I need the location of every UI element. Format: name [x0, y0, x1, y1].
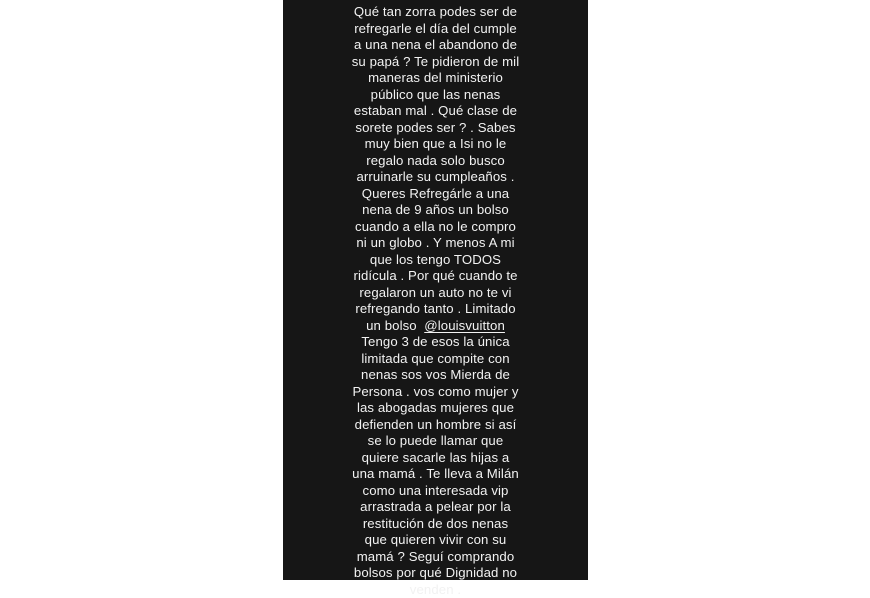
story-line: Persona . vos como mujer y [283, 384, 588, 401]
story-line: arruinarle su cumpleaños . [283, 169, 588, 186]
story-line: público que las nenas [283, 87, 588, 104]
story-line-mention [283, 318, 588, 335]
story-line: una mamá . Te lleva a Milán [283, 466, 588, 483]
story-line: venden . [283, 582, 588, 598]
story-line: ridícula . Por qué cuando te [283, 268, 588, 285]
story-line: su papá ? Te pidieron de mil [283, 54, 588, 71]
story-line: Queres Refregárle a una [283, 186, 588, 203]
story-line: mamá ? Seguí comprando [283, 549, 588, 566]
story-line: ni un globo . Y menos A mi [283, 235, 588, 252]
story-line: limitada que compite con [283, 351, 588, 368]
story-line: maneras del ministerio [283, 70, 588, 87]
story-line: Qué tan zorra podes ser de [283, 4, 588, 21]
story-line: regalo nada solo busco [283, 153, 588, 170]
story-line: muy bien que a Isi no le [283, 136, 588, 153]
story-line: refregarle el día del cumple [283, 21, 588, 38]
story-line: que quieren vivir con su [283, 532, 588, 549]
story-line: regalaron un auto no te vi [283, 285, 588, 302]
mention-link[interactable]: @louisvuitton [424, 318, 505, 333]
story-line: defienden un hombre si así [283, 417, 588, 434]
story-line: nenas sos vos Mierda de [283, 367, 588, 384]
story-line: que los tengo TODOS [283, 252, 588, 269]
story-line: a una nena el abandono de [283, 37, 588, 54]
story-panel [283, 0, 588, 580]
story-line: las abogadas mujeres que [283, 400, 588, 417]
story-line: sorete podes ser ? . Sabes [283, 120, 588, 137]
story-line: cuando a ella no le compro [283, 219, 588, 236]
story-line: quiere sacarle las hijas a [283, 450, 588, 467]
story-line: se lo puede llamar que [283, 433, 588, 450]
story-line: bolsos por qué Dignidad no [283, 565, 588, 582]
story-line: nena de 9 años un bolso [283, 202, 588, 219]
story-line: estaban mal . Qué clase de [283, 103, 588, 120]
story-line: como una interesada vip [283, 483, 588, 500]
story-line: restitución de dos nenas [283, 516, 588, 533]
story-line: refregando tanto . Limitado [283, 301, 588, 318]
mention-prefix: un bolso [366, 318, 424, 333]
story-line: arrastrada a pelear por la [283, 499, 588, 516]
story-line: Tengo 3 de esos la única [283, 334, 588, 351]
story-text [283, 4, 588, 598]
